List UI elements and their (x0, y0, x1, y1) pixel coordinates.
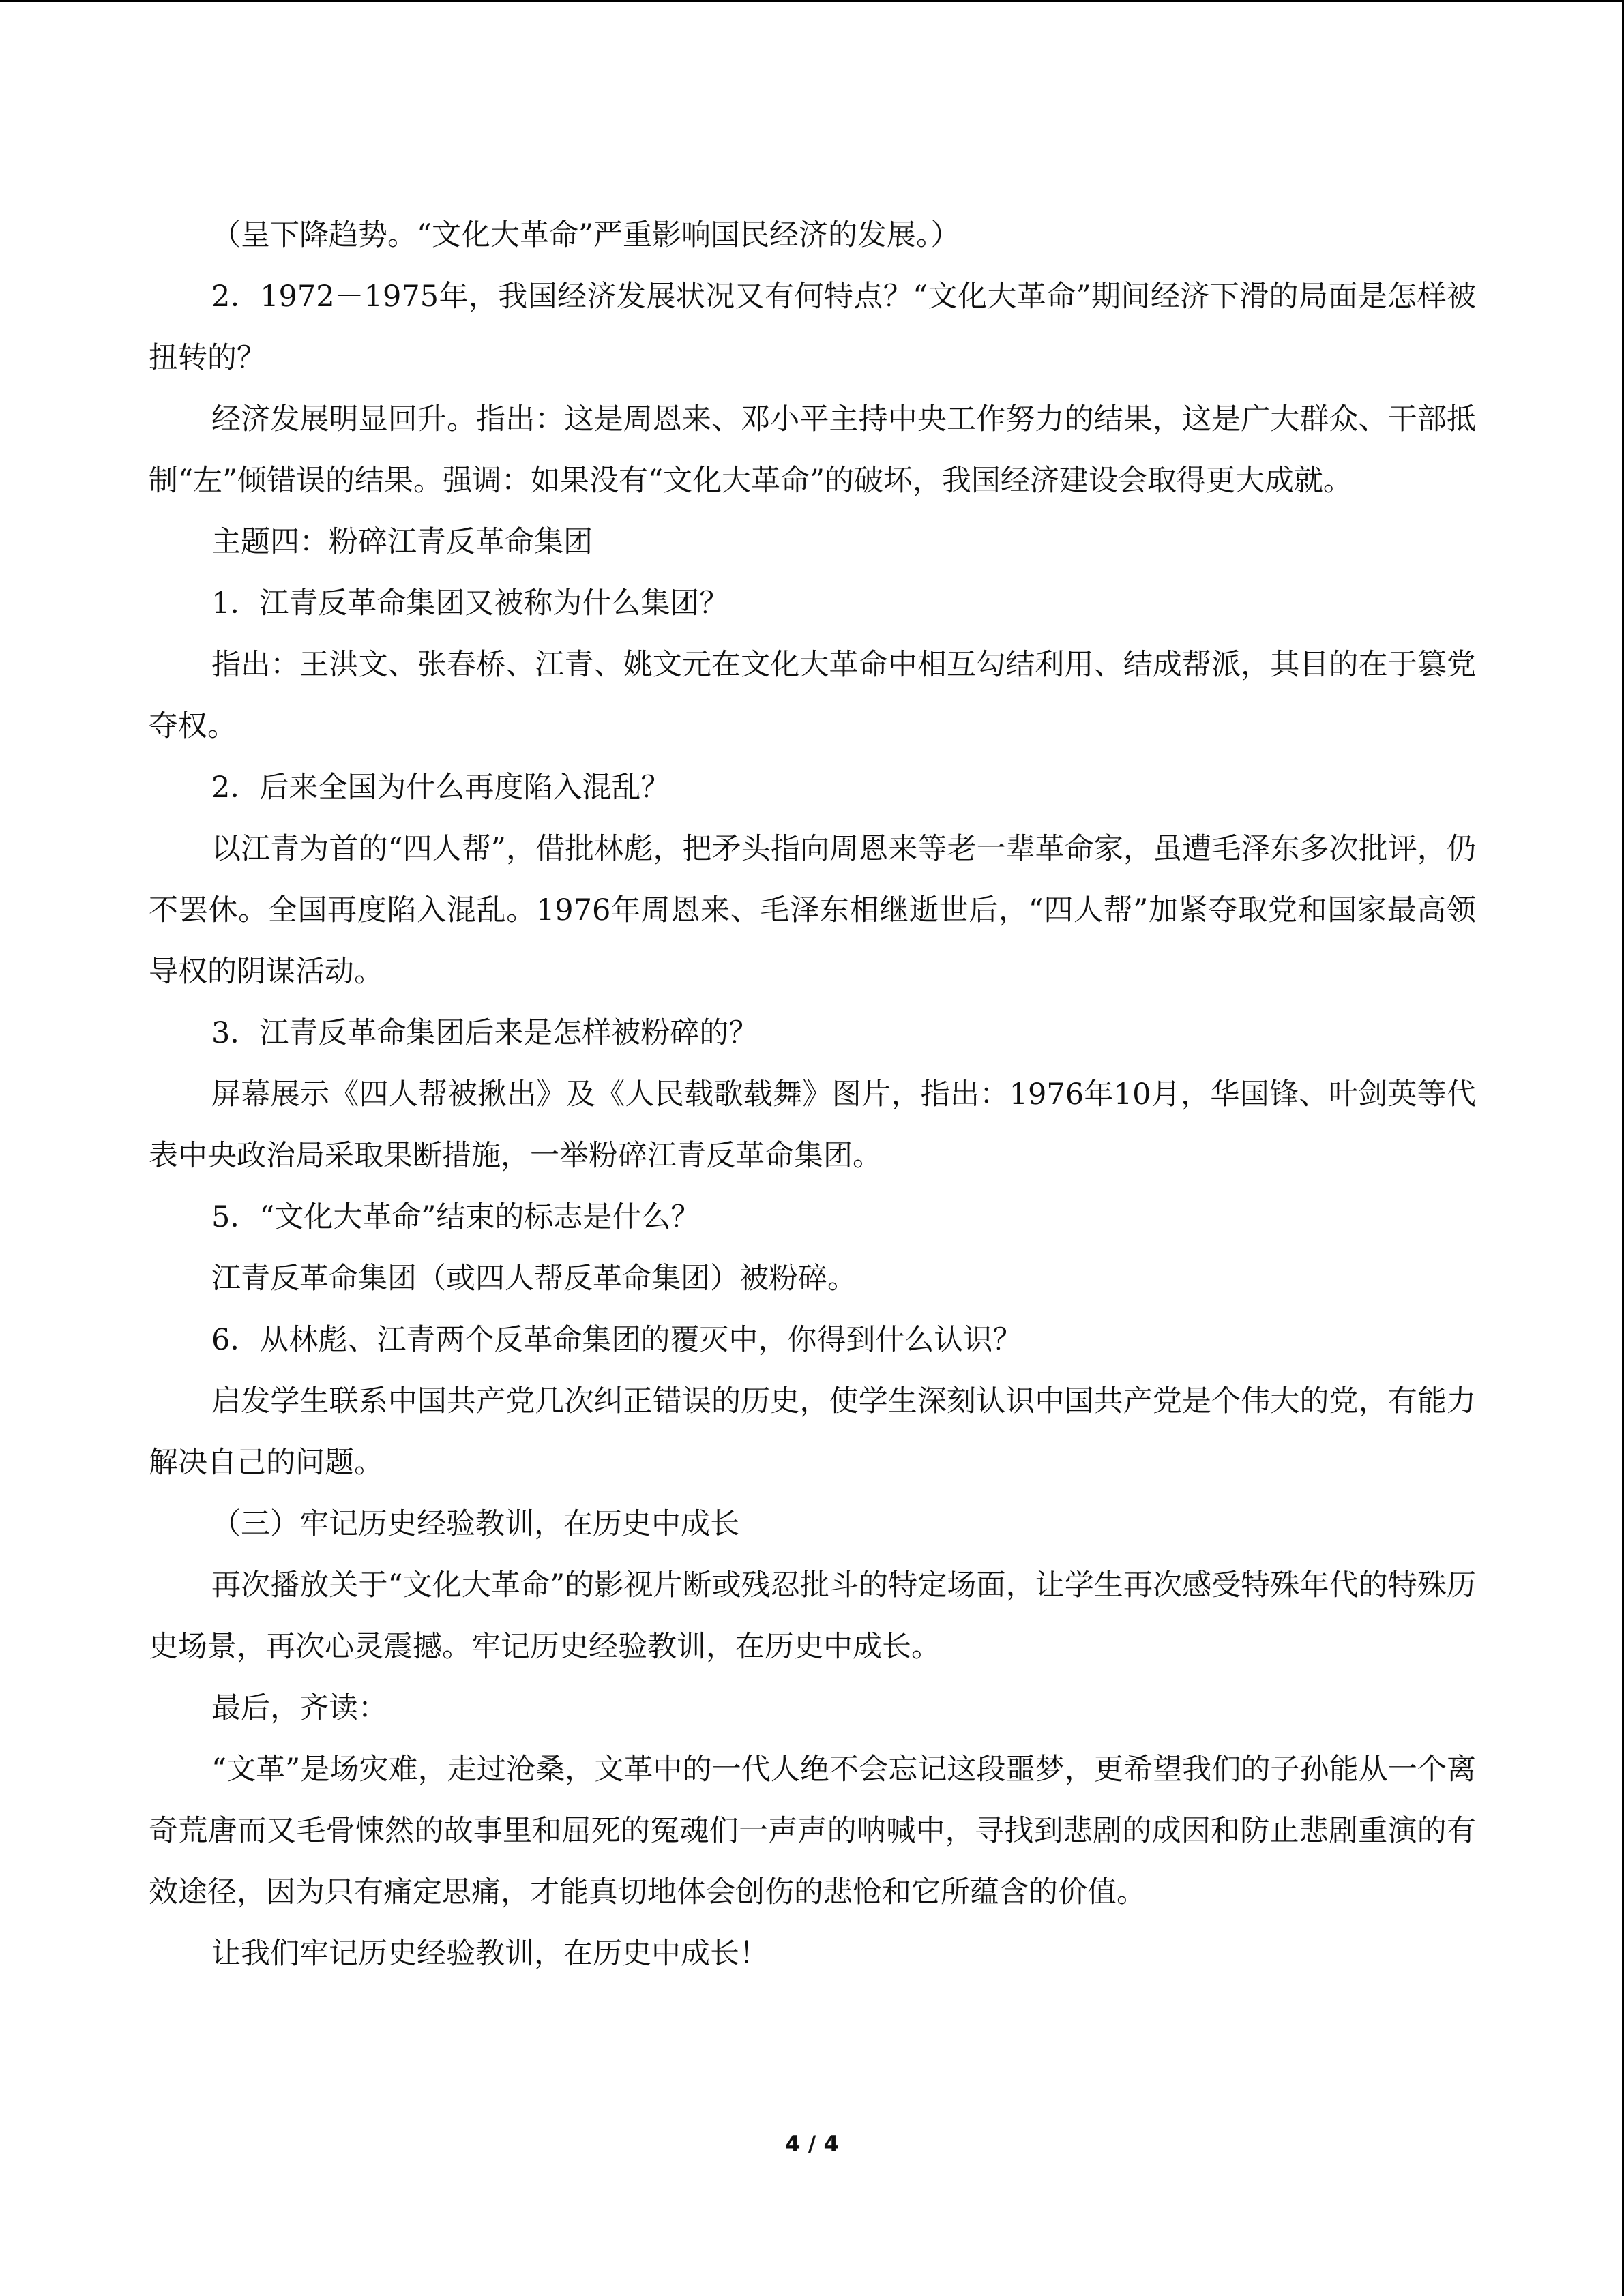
paragraph-replay-film: 再次播放关于“文化大革命”的影视片断或残忍批斗的特定场面，让学生再次感受特殊年代的特殊历史场景，再次心灵震撼。牢记历史经验教训，在历史中成长。 (149, 1568, 1476, 1664)
paragraph-reading-text: “文革”是场灾难，走过沧桑，文革中的一代人绝不会忘记这段噩梦，更希望我们的子孙能从一个离奇荒唐而又毛骨悚然的故事里和屈死的冤魂们一声声的呐喊中，寻找到悲剧的成因和防止悲剧重演的有效途径，因为只有痛定思痛，才能真切地体会创伤的悲怆和它所蕴含的价值。 (149, 1753, 1476, 1909)
section-heading-3: （三）牢记历史经验教训，在历史中成长 (211, 1507, 739, 1541)
question-5-end-sign: 5．“文化大革命”结束的标志是什么？ (211, 1200, 700, 1234)
question-1-group-name: 1．江青反革命集团又被称为什么集团？ (211, 586, 729, 621)
page-number: 4 / 4 (785, 2131, 839, 2157)
answer-chaos: 以江青为首的“四人帮”，借批林彪，把矛头指向周恩来等老一辈革命家，虽遭毛泽东多次批评，仍不罢休。全国再度陷入混乱。1976年周恩来、毛泽东相继逝世后，“四人帮”加紧夺取党和国家最高领导权的阴谋活动。 (149, 832, 1476, 989)
answer-lesson: 启发学生联系中国共产党几次纠正错误的历史，使学生深刻认识中国共产党是个伟大的党，有能力解决自己的问题。 (149, 1384, 1476, 1480)
section-heading-theme-4: 主题四：粉碎江青反革命集团 (211, 525, 593, 559)
document-body (149, 205, 1476, 1984)
question-6-lesson: 6．从林彪、江青两个反革命集团的覆灭中，你得到什么认识？ (211, 1323, 1022, 1357)
answer-group-name: 指出：王洪文、张春桥、江青、姚文元在文化大革命中相互勾结利用、结成帮派，其目的在于篡党夺权。 (149, 648, 1476, 743)
question-2-economy-1972-1975: 2．1972－1975年，我国经济发展状况又有何特点？“文化大革命”期间经济下滑的局面是怎样被扭转的？ (149, 280, 1476, 375)
paragraph-read-together: 最后，齐读： (211, 1691, 387, 1725)
question-3-smashed: 3．江青反革命集团后来是怎样被粉碎的？ (211, 1016, 758, 1050)
paragraph-1: （呈下降趋势。“文化大革命”严重影响国民经济的发展。） (211, 218, 960, 252)
answer-smashed: 屏幕展示《四人帮被揪出》及《人民载歌载舞》图片，指出：1976年10月，华国锋、叶剑英等代表中央政治局采取果断措施，一举粉碎江青反革命集团。 (149, 1077, 1476, 1173)
paragraph-closing: 让我们牢记历史经验教训，在历史中成长！ (211, 1937, 769, 1971)
answer-end-sign: 江青反革命集团（或四人帮反革命集团）被粉碎。 (211, 1262, 857, 1296)
answer-economy-recovery: 经济发展明显回升。指出：这是周恩来、邓小平主持中央工作努力的结果，这是广大群众、干部抵制“左”倾错误的结果。强调：如果没有“文化大革命”的破坏，我国经济建设会取得更大成就。 (149, 402, 1476, 498)
question-2-chaos: 2．后来全国为什么再度陷入混乱？ (211, 771, 670, 805)
